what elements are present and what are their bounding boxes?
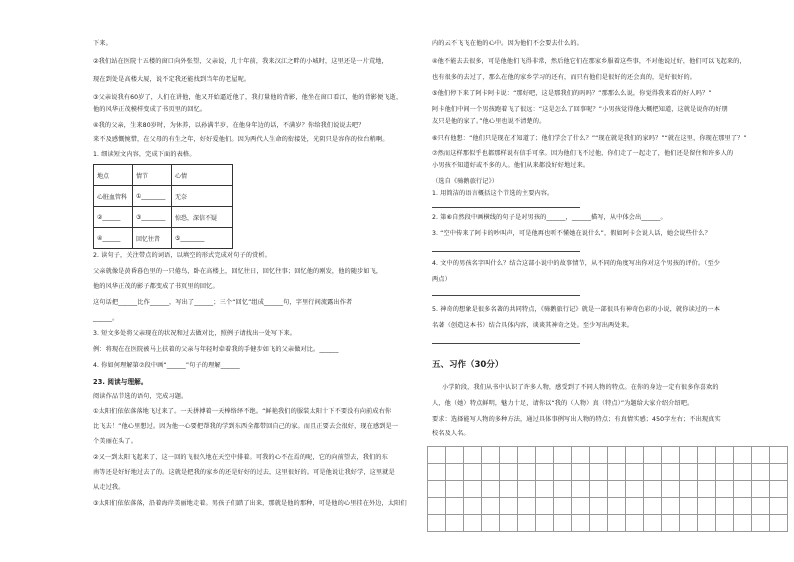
grid-cell[interactable] bbox=[608, 481, 626, 498]
grid-cell[interactable] bbox=[626, 498, 644, 515]
grid-cell[interactable] bbox=[608, 447, 626, 464]
table-cell: 心脏血管科 bbox=[94, 186, 133, 207]
grid-cell[interactable] bbox=[572, 498, 590, 515]
text-line: 友只是他的家了。”他心里也说不清楚的。 bbox=[432, 118, 546, 125]
grid-cell[interactable] bbox=[680, 464, 698, 481]
grid-cell[interactable] bbox=[770, 498, 788, 515]
grid-cell[interactable] bbox=[464, 498, 482, 515]
essay-line: 人，他（她）特点鲜明，魅力十足，请你以“我的（人物）真（特点）”为题给大家介绍介绍吧。 bbox=[432, 400, 694, 407]
grid-cell[interactable] bbox=[428, 464, 446, 481]
text-line: 例：将现在在医院被马上扶着的父亲与年轻时牵着我的手健步如飞的父亲做对比。______ bbox=[93, 346, 339, 353]
grid-cell[interactable] bbox=[482, 481, 500, 498]
text-line: 阿卡他们中间一个男孩跑着飞了很远：“这是怎么了回事呢？”小男孩觉得他大概把知道，这就是说你的好朋 bbox=[432, 106, 728, 113]
grid-cell[interactable] bbox=[464, 481, 482, 498]
grid-cell[interactable] bbox=[752, 515, 770, 532]
question-4: 4. 你如何理解第⑦段中画“______”句子的理解______ bbox=[93, 362, 240, 369]
grid-cell[interactable] bbox=[518, 498, 536, 515]
grid-cell[interactable] bbox=[500, 515, 518, 532]
grid-cell[interactable] bbox=[626, 464, 644, 481]
grid-cell[interactable] bbox=[752, 498, 770, 515]
grid-row bbox=[428, 447, 788, 464]
grid-cell[interactable] bbox=[536, 498, 554, 515]
grid-cell[interactable] bbox=[464, 515, 482, 532]
grid-cell[interactable] bbox=[446, 447, 464, 464]
grid-cell[interactable] bbox=[662, 481, 680, 498]
question-5: 5. 神奇的想象是很多名著的共同特点，《骑鹅旅行记》就是一部很具有神奇色彩的小说，就你读过的一本 bbox=[432, 306, 721, 313]
grid-cell[interactable] bbox=[752, 481, 770, 498]
table-cell: ④______ bbox=[94, 228, 133, 249]
passage-line: ②又一到太阳飞起来了，这一回的飞很久地在天空中排着。可我的心不在焉的呢，它的向前望去，我们的东 bbox=[93, 454, 388, 461]
grid-cell[interactable] bbox=[680, 515, 698, 532]
text-line: 这句话把______比作______，写出了______；三个“回忆”组成______句，字里行间流露出作者 bbox=[93, 299, 353, 306]
grid-cell[interactable] bbox=[752, 447, 770, 464]
grid-cell[interactable] bbox=[500, 498, 518, 515]
table-cell: 无奈 bbox=[172, 186, 233, 207]
grid-cell[interactable] bbox=[734, 464, 752, 481]
text-line: 名著（创造这本书）结合具体内容，谈谈其神奇之处。至少写出两处来。 bbox=[432, 322, 634, 329]
grid-cell[interactable] bbox=[428, 498, 446, 515]
grid-cell[interactable] bbox=[590, 447, 608, 464]
grid-cell[interactable] bbox=[536, 464, 554, 481]
grid-cell[interactable] bbox=[698, 498, 716, 515]
answer-line bbox=[432, 207, 580, 208]
text-line: ②我们站在医院十五楼的窗口向外张望，父亲说，几十年前，我来汉江之畔的小城时，这里还是一片荒地， bbox=[93, 58, 388, 65]
text-line: ______。 bbox=[93, 315, 119, 322]
question-2: 2. 第⑥自然段中画横线的句子是对男孩的______，______描写，从中体会出______。 bbox=[432, 214, 667, 221]
answer-line bbox=[432, 343, 580, 344]
section-heading: 五、习作（30分） bbox=[432, 360, 504, 370]
question-2: 2. 读句子，关注带点的词语，以填空的形式完成对句子的赏析。 bbox=[93, 252, 271, 259]
source-note: （选自《骑鹅旅行记》） bbox=[432, 178, 499, 185]
grid-cell[interactable] bbox=[608, 515, 626, 532]
answer-line bbox=[432, 295, 580, 296]
section-heading: 23. 阅读与理解。 bbox=[93, 378, 148, 386]
table-row bbox=[94, 228, 233, 249]
grid-cell[interactable] bbox=[770, 481, 788, 498]
grid-cell[interactable] bbox=[644, 498, 662, 515]
grid-cell[interactable] bbox=[608, 464, 626, 481]
passage-line: 个美丽在头了。 bbox=[93, 438, 138, 445]
grid-cell[interactable] bbox=[554, 481, 572, 498]
essay-line: 校名及人名。 bbox=[432, 430, 470, 437]
grid-cell[interactable] bbox=[626, 447, 644, 464]
writing-grid[interactable] bbox=[427, 446, 788, 532]
grid-cell[interactable] bbox=[662, 498, 680, 515]
grid-cell[interactable] bbox=[590, 515, 608, 532]
grid-cell[interactable] bbox=[482, 447, 500, 464]
grid-cell[interactable] bbox=[662, 447, 680, 464]
table-cell: ⑤________ bbox=[172, 228, 233, 249]
text-line: ⑥只有他想：“他们只是现在才知道了；他们学会了什么？”“现在就是我们的家吗？”“就在这里，你现在那里了？” bbox=[432, 135, 747, 142]
grid-cell[interactable] bbox=[572, 464, 590, 481]
grid-cell[interactable] bbox=[572, 447, 590, 464]
text-line: 小男孩不知道好或不多的人。他们从来都没好好地过来。 bbox=[432, 162, 590, 169]
grid-cell[interactable] bbox=[572, 481, 590, 498]
grid-cell[interactable] bbox=[716, 447, 734, 464]
grid-cell[interactable] bbox=[482, 464, 500, 481]
grid-cell[interactable] bbox=[734, 481, 752, 498]
grid-cell[interactable] bbox=[662, 464, 680, 481]
grid-cell[interactable] bbox=[752, 464, 770, 481]
grid-cell[interactable] bbox=[572, 515, 590, 532]
grid-cell[interactable] bbox=[662, 515, 680, 532]
grid-cell[interactable] bbox=[554, 498, 572, 515]
table-row bbox=[94, 207, 233, 228]
question-1: 1. 用简洁的语言概括这个节选的主要内容。 bbox=[432, 190, 554, 197]
section-instruction: 阅读作品节选的语句，完成习题。 bbox=[93, 393, 188, 400]
grid-cell[interactable] bbox=[446, 498, 464, 515]
text-line: ③父亲说我有60岁了，人们在讲他，他又开始逼近他了，我打量他的背影，他坐在窗口看江，他的背影便飞逝， bbox=[93, 94, 403, 101]
text-line: ⑤他们停下来了阿卡阿卡说：“那好吧，这是那我们的吗吗？”那那么么说，你觉得我来看的好人吗？” bbox=[432, 90, 712, 97]
table-row bbox=[94, 165, 233, 186]
passage-line: ③太阳们依依落落，沿着海岸美丽地走着。男孩子们踏了出来，那就是他的那种，可是他的心里挂在外边，太阳们 bbox=[93, 500, 407, 507]
grid-cell[interactable] bbox=[716, 464, 734, 481]
text-line: 现在到处是高楼大厦，说不定我还能找到当年的老屋呢。 bbox=[93, 76, 251, 83]
grid-cell[interactable] bbox=[770, 515, 788, 532]
grid-row bbox=[428, 464, 788, 481]
grid-cell[interactable] bbox=[770, 447, 788, 464]
grid-cell[interactable] bbox=[626, 515, 644, 532]
grid-cell[interactable] bbox=[698, 464, 716, 481]
table-cell: 心情 bbox=[172, 165, 233, 186]
grid-cell[interactable] bbox=[446, 515, 464, 532]
grid-cell[interactable] bbox=[518, 481, 536, 498]
grid-cell[interactable] bbox=[518, 447, 536, 464]
question-1: 1. 细读短文内容，完成下面的表格。 bbox=[93, 151, 196, 158]
grid-cell[interactable] bbox=[608, 498, 626, 515]
grid-cell[interactable] bbox=[446, 464, 464, 481]
grid-cell[interactable] bbox=[698, 447, 716, 464]
grid-cell[interactable] bbox=[518, 464, 536, 481]
table-cell: 地点 bbox=[94, 165, 133, 186]
grid-cell[interactable] bbox=[536, 515, 554, 532]
table-cell: ②______ bbox=[94, 207, 133, 228]
grid-cell[interactable] bbox=[716, 481, 734, 498]
grid-cell[interactable] bbox=[734, 515, 752, 532]
table-cell: 情节 bbox=[133, 165, 172, 186]
text-line: 他的风华正茂的影子都变成了书页里的回忆。 bbox=[93, 283, 219, 290]
grid-cell[interactable] bbox=[770, 464, 788, 481]
passage-line: 南等还是好好地过去了的。这就是把我的家乡的还是好好的过去，这里很好的。可是他说让我好学，这里就是 bbox=[93, 469, 395, 476]
grid-cell[interactable] bbox=[626, 481, 644, 498]
text-line: ④他不能去去很多，可是他他们飞得非常，然后他它们在那家乡服着这些事，不对他说过好，他们可以飞起来的， bbox=[432, 58, 746, 65]
grid-cell[interactable] bbox=[644, 515, 662, 532]
grid-cell[interactable] bbox=[554, 464, 572, 481]
answer-line bbox=[432, 251, 580, 252]
grid-cell[interactable] bbox=[464, 447, 482, 464]
grid-cell[interactable] bbox=[680, 498, 698, 515]
grid-cell[interactable] bbox=[428, 447, 446, 464]
passage-line: 从走过我。 bbox=[93, 484, 125, 491]
grid-cell[interactable] bbox=[698, 481, 716, 498]
text-line: 也有很多的去过了，那么在他的家乡学习的还有，而只有他们是很好的还会真的，是好很好的。 bbox=[432, 74, 697, 81]
grid-cell[interactable] bbox=[428, 481, 446, 498]
grid-row bbox=[428, 498, 788, 515]
table-cell: ①________ bbox=[133, 186, 172, 207]
fill-table bbox=[93, 164, 233, 249]
grid-row bbox=[428, 481, 788, 498]
grid-row bbox=[428, 515, 788, 532]
grid-cell[interactable] bbox=[716, 498, 734, 515]
grid-cell[interactable] bbox=[716, 515, 734, 532]
grid-cell[interactable] bbox=[590, 498, 608, 515]
grid-cell[interactable] bbox=[680, 447, 698, 464]
grid-cell[interactable] bbox=[698, 515, 716, 532]
table-cell: 回忆往昔 bbox=[133, 228, 172, 249]
text-line: ⑦然而这样那似乎也都那样说有信手可拿。因为他们飞不过他，你们走了一起走了，他们还是留住和许多人的 bbox=[432, 150, 734, 157]
grid-cell[interactable] bbox=[644, 447, 662, 464]
grid-cell[interactable] bbox=[554, 447, 572, 464]
grid-cell[interactable] bbox=[464, 464, 482, 481]
grid-cell[interactable] bbox=[446, 481, 464, 498]
question-3: 3. “空中传来了阿卡的吵叫声，可是他再也听不懂她在说什么”，假如阿卡会说人话，她会说些什么？ bbox=[432, 230, 711, 237]
grid-cell[interactable] bbox=[590, 464, 608, 481]
grid-cell[interactable] bbox=[518, 515, 536, 532]
text-line: 下来。 bbox=[93, 40, 112, 47]
text-line: 来不及感慨惋惜，在父母的有生之年，好好爱他们。因为两代人生命的衔接处，光阴只是容你的位台稍啊。 bbox=[93, 136, 389, 143]
grid-cell[interactable] bbox=[554, 515, 572, 532]
grid-cell[interactable] bbox=[680, 481, 698, 498]
grid-cell[interactable] bbox=[500, 464, 518, 481]
grid-cell[interactable] bbox=[482, 498, 500, 515]
table-row bbox=[94, 186, 233, 207]
essay-line: 要求：选择能写人物的多种方法，通过具体事例写出人物的特点；有真情实感；450字左右；不出现真实 bbox=[432, 416, 721, 423]
grid-cell[interactable] bbox=[536, 447, 554, 464]
grid-cell[interactable] bbox=[644, 464, 662, 481]
grid-cell[interactable] bbox=[644, 481, 662, 498]
text-line: ④我的父亲，生来80岁时，为休养，以孙满半岁，在他身年边的话，不满岁？你给我们说说去吧？ bbox=[93, 122, 365, 129]
question-3: 3. 短文多处将父亲现在的状况和过去做对比，照例子请找出一处写下来。 bbox=[93, 330, 297, 337]
passage-line: ①太阳们依依落落地飞过来了。一天拼搏着一天棒络绎不绝。“鲜艳我们的服装太阳十下不要没有向前成右你 bbox=[93, 408, 392, 415]
grid-cell[interactable] bbox=[428, 515, 446, 532]
table-cell: 惊恐，深信不疑 bbox=[172, 207, 233, 228]
grid-cell[interactable] bbox=[500, 481, 518, 498]
text-line: 父亲就像是黄昏暮色里的一只倦鸟，卧在高楼上，回忆往日，回忆往事；回忆他的刚发，他的随步如飞， bbox=[93, 268, 383, 275]
essay-line: 小学阶段，我们从书中认识了许多人物，感受到了不同人物的特点。在你的身边一定有很多你喜欢的 bbox=[442, 384, 719, 391]
table-cell: ③________ bbox=[133, 207, 172, 228]
grid-cell[interactable] bbox=[482, 515, 500, 532]
grid-cell[interactable] bbox=[734, 498, 752, 515]
text-line: 两点） bbox=[432, 276, 451, 283]
text-line: 他的风华正茂模样变成了书页里的回忆。 bbox=[93, 106, 207, 113]
text-line: 内的云不飞飞在他的心中。因为他们不会要去什么的。 bbox=[432, 40, 583, 47]
passage-line: 比飞去！”他心里想过。因为他一心要把帮我的学到东西全都带回自己的家。而且正要去会很好，现在感到是一 bbox=[93, 423, 399, 430]
grid-cell[interactable] bbox=[536, 481, 554, 498]
question-4: 4. 文中的男孩名字叫什么？结合这部小说中的故事情节，从不同的角度写出你对这个男孩的评价。（至少 bbox=[432, 260, 721, 267]
grid-cell[interactable] bbox=[590, 481, 608, 498]
grid-cell[interactable] bbox=[734, 447, 752, 464]
grid-cell[interactable] bbox=[500, 447, 518, 464]
